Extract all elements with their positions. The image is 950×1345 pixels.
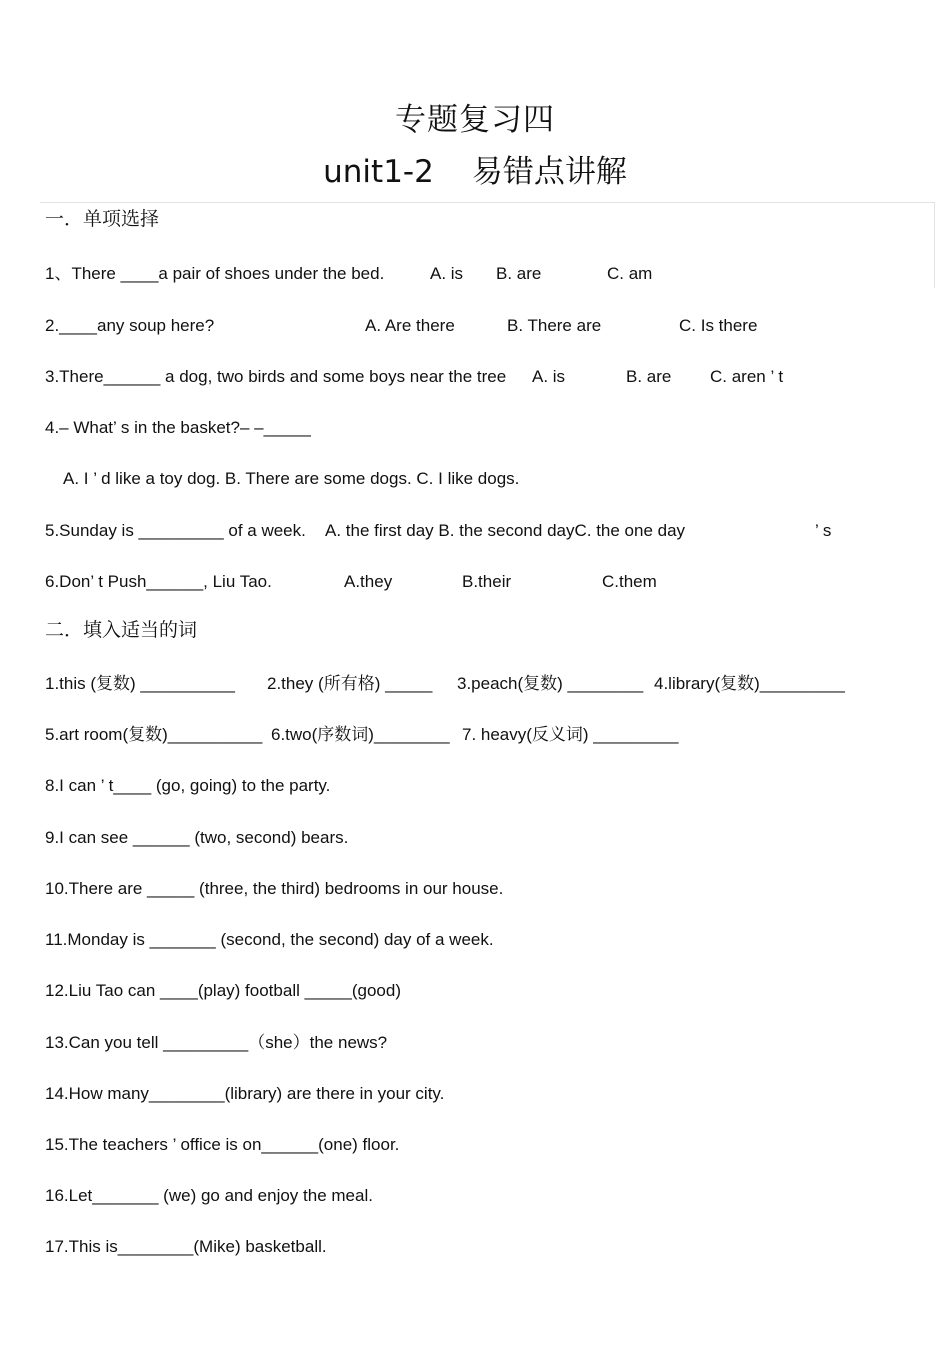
subtitle-unit: unit1-2	[323, 154, 434, 190]
fill-item-14: 14.How many________(library) are there in your city.	[45, 1084, 445, 1103]
section2-heading: 二．填入适当的词	[45, 619, 198, 641]
question-5-stray-mark: ’ s	[815, 521, 832, 540]
question-1-option-a: A. is	[430, 264, 464, 283]
fill-item-5: 5.art room(复数)__________	[45, 725, 263, 744]
question-6-option-a: A.they	[344, 572, 393, 591]
header-side-rule	[934, 202, 935, 288]
question-1-option-c: C. am	[607, 264, 653, 283]
fill-item-3: 3.peach(复数) ________	[457, 674, 644, 693]
question-4-stem: 4.– What’ s in the basket?– –_____	[45, 418, 311, 437]
question-5-stem: 5.Sunday is _________ of a week.	[45, 521, 306, 540]
question-3-option-b: B. are	[626, 367, 672, 386]
question-6-option-b: B.their	[462, 572, 512, 591]
fill-item-12: 12.Liu Tao can ____(play) football _____(good)	[45, 981, 402, 1000]
page-title: 专题复习四	[395, 102, 555, 138]
fill-item-13: 13.Can you tell _________（she）the news?	[45, 1033, 388, 1052]
fill-item-11: 11.Monday is _______ (second, the second) day of a week.	[45, 930, 494, 949]
question-2-option-a: A. Are there	[365, 316, 455, 335]
fill-item-15: 15.The teachers ’ office is on______(one) floor.	[45, 1135, 400, 1154]
question-1-stem: 1、There ____a pair of shoes under the bed.	[45, 264, 385, 283]
fill-item-10: 10.There are _____ (three, the third) bedrooms in our house.	[45, 879, 504, 898]
fill-item-17: 17.This is________(Mike) basketball.	[45, 1237, 327, 1256]
question-5-options: A. the first day B. the second dayC. the one day	[325, 521, 686, 540]
question-3-stem: 3.There______ a dog, two birds and some boys near the tree	[45, 367, 507, 386]
question-2-option-c: C. Is there	[679, 316, 758, 335]
subtitle-text: 易错点讲解	[471, 154, 627, 190]
section1-heading: 一．单项选择	[45, 208, 160, 230]
question-3-option-a: A. is	[532, 367, 566, 386]
question-2-option-b: B. There are	[507, 316, 602, 335]
header-divider	[40, 202, 935, 203]
fill-item-9: 9.I can see ______ (two, second) bears.	[45, 828, 349, 847]
page-subtitle	[0, 146, 950, 191]
question-6-option-c: C.them	[602, 572, 657, 591]
question-6-stem: 6.Don’ t Push______, Liu Tao.	[45, 572, 272, 591]
question-2-stem: 2.____any soup here?	[45, 316, 215, 335]
question-3-option-c: C. aren ’ t	[710, 367, 784, 386]
fill-item-7: 7. heavy(反义词) _________	[462, 725, 679, 744]
fill-item-8: 8.I can ’ t____ (go, going) to the party.	[45, 776, 331, 795]
fill-item-4: 4.library(复数)_________	[654, 674, 845, 693]
fill-item-16: 16.Let_______ (we) go and enjoy the meal.	[45, 1186, 373, 1205]
fill-item-6: 6.two(序数词)________	[271, 725, 450, 744]
fill-item-1: 1.this (复数) __________	[45, 674, 235, 693]
fill-item-2: 2.they (所有格) _____	[267, 674, 433, 693]
question-4-options: A. I ’ d like a toy dog. B. There are some dogs. C. I like dogs.	[63, 469, 520, 488]
question-1-option-b: B. are	[496, 264, 542, 283]
